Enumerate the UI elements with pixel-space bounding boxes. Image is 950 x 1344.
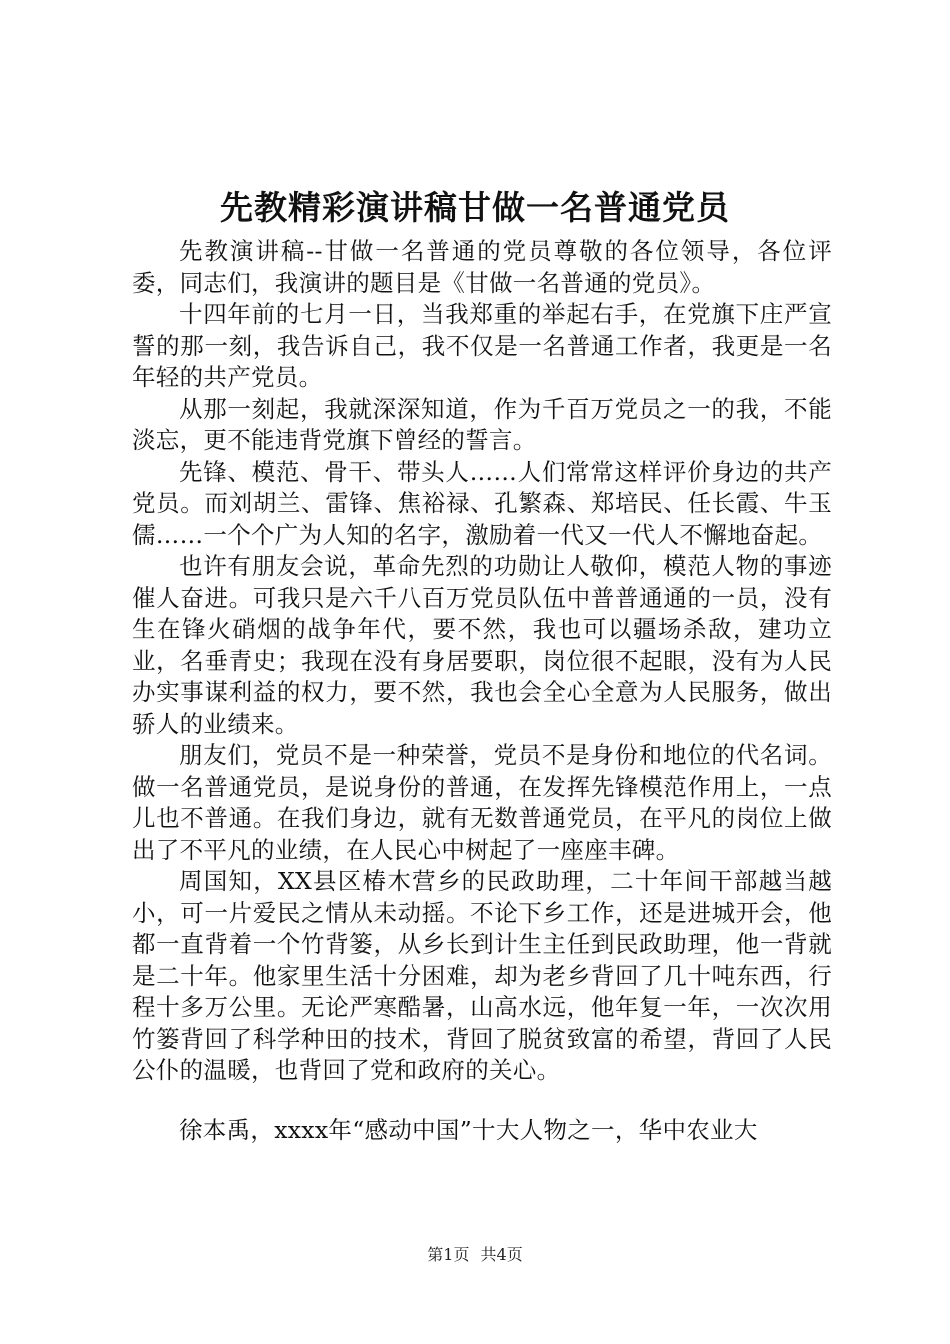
page-footer xyxy=(0,1244,950,1266)
document-body xyxy=(132,236,832,1146)
paragraph: 朋友们，党员不是一种荣誉，党员不是身份和地位的代名词。做一名普通党员，是说身份的普通，在发挥先锋模范作用上，一点儿也不普通。在我们身边，就有无数普通党员，在平凡的岗位上做出了不平凡的业绩，在人民心中树起了一座座丰碑。 xyxy=(132,741,832,864)
paragraph: 徐本禹，xxxx年“感动中国”十大人物之一，华中农业大 xyxy=(179,1115,758,1144)
paragraph: 先锋、模范、骨干、带头人……人们常常这样评价身边的共产党员。而刘胡兰、雷锋、焦裕禄、孔繁森、郑培民、任长霞、牛玉儒……一个个广为人知的名字，激励着一代又一代人不懈地奋起。 xyxy=(132,457,832,549)
paragraph: 十四年前的七月一日，当我郑重的举起右手，在党旗下庄严宣誓的那一刻，我告诉自己，我不仅是一名普通工作者，我更是一名年轻的共产党员。 xyxy=(132,300,832,391)
page-title: 先教精彩演讲稿甘做一名普通党员 xyxy=(220,188,730,227)
paragraph: 也许有朋友会说，革命先烈的功勋让人敬仰，模范人物的事迹催人奋进。可我只是六千八百万党员队伍中普普通通的一员，没有生在锋火硝烟的战争年代，要不然，我也可以疆场杀敌，建功立业，名垂青史；我现在没有身居要职，岗位很不起眼，没有为人民办实事谋利益的权力，要不然，我也会全心全意为人民服务，做出骄人的业绩来。 xyxy=(132,552,832,738)
paragraph: 先教演讲稿--甘做一名普通的党员尊敬的各位领导，各位评委，同志们，我演讲的题目是《甘做一名普通的党员》。 xyxy=(132,237,832,297)
page-total: 共4页 xyxy=(480,1245,523,1264)
page-number: 第1页 xyxy=(427,1245,470,1264)
paragraph: 从那一刻起，我就深深知道，作为千百万党员之一的我，不能淡忘，更不能违背党旗下曾经的誓言。 xyxy=(132,394,832,454)
paragraph: 周国知，XX县区椿木营乡的民政助理，二十年间干部越当越小，可一片爱民之情从未动摇。不论下乡工作，还是进城开会，他都一直背着一个竹背篓，从乡长到计生主任到民政助理，他一背就是二十年。他家里生活十分困难，却为老乡背回了几十吨东西，行程十多万公里。无论严寒酷暑，山高水远，他年复一年，一次次用竹篓背回了科学种田的技术，背回了脱贫致富的希望，背回了人民公仆的温暖，也背回了党和政府的关心。 xyxy=(132,867,832,1084)
